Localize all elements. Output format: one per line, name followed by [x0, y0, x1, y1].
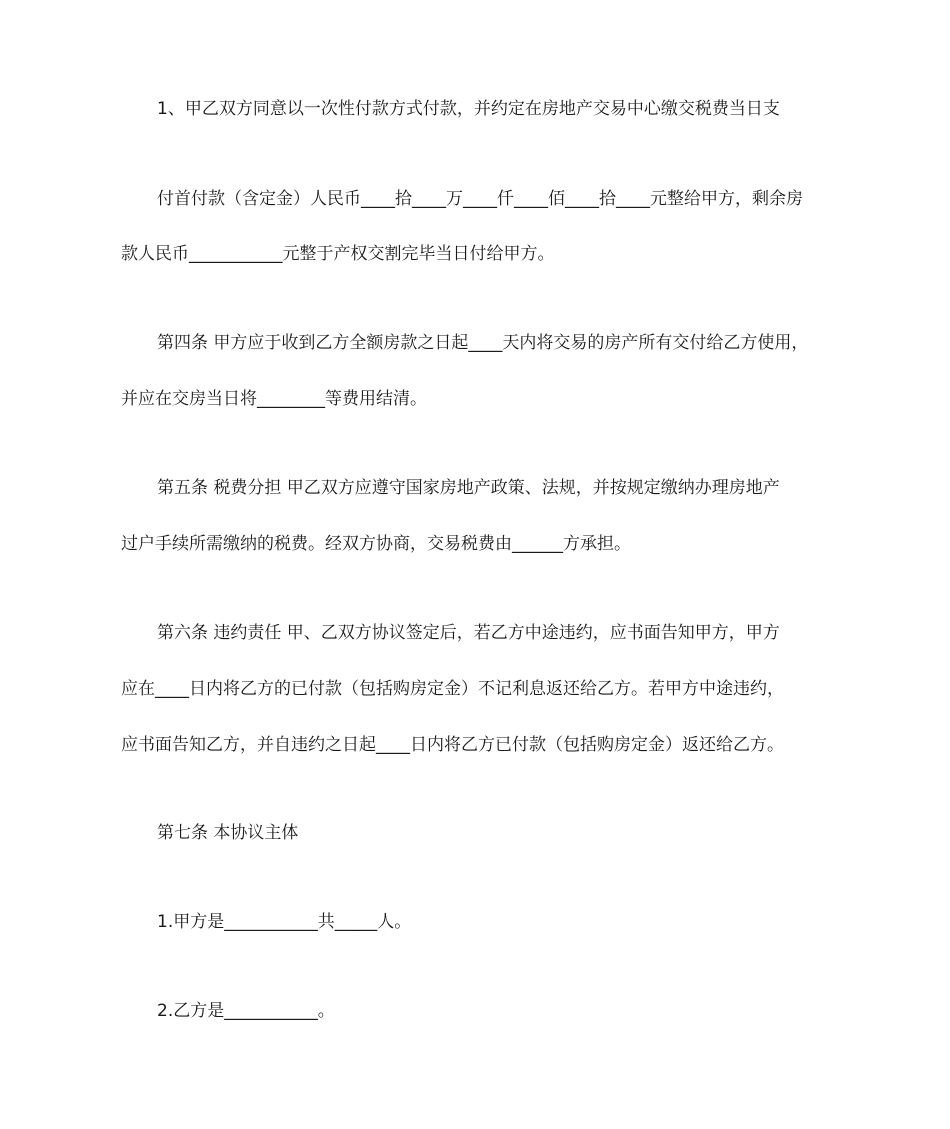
article-4-line-1: 第四条 甲方应于收到乙方全额房款之日起____天内将交易的房产所有交付给乙方使用，	[157, 333, 809, 353]
paragraph-payment-clause-line-3: 款人民币___________元整于产权交割完毕当日付给甲方。	[121, 244, 555, 264]
article-6-line-3: 应书面告知乙方，并自违约之日起____日内将乙方已付款（包括购房定金）返还给乙方。	[121, 735, 784, 755]
article-4-line-2: 并应在交房当日将________等费用结清。	[121, 389, 427, 409]
article-7-heading: 第七条 本协议主体	[157, 823, 299, 843]
party-a-line: 1.甲方是___________共_____人。	[157, 912, 412, 932]
party-b-line: 2.乙方是___________。	[157, 1001, 335, 1021]
article-6-line-1: 第六条 违约责任 甲、乙双方协议签定后，若乙方中途违约，应书面告知甲方，甲方	[157, 623, 780, 643]
paragraph-payment-clause-line-2: 付首付款（含定金）人民币____拾____万____仟____佰____拾____元整给甲方，剩余房	[157, 189, 803, 209]
article-5-line-2: 过户手续所需缴纳的税费。经双方协商，交易税费由______方承担。	[121, 534, 631, 554]
article-5-line-1: 第五条 税费分担 甲乙双方应遵守国家房地产政策、法规，并按规定缴纳办理房地产	[157, 478, 780, 498]
paragraph-payment-clause-line-1: 1、甲乙双方同意以一次性付款方式付款，并约定在房地产交易中心缴交税费当日支	[157, 99, 780, 119]
article-6-line-2: 应在____日内将乙方的已付款（包括购房定金）不记利息返还给乙方。若甲方中途违约，	[121, 679, 784, 699]
